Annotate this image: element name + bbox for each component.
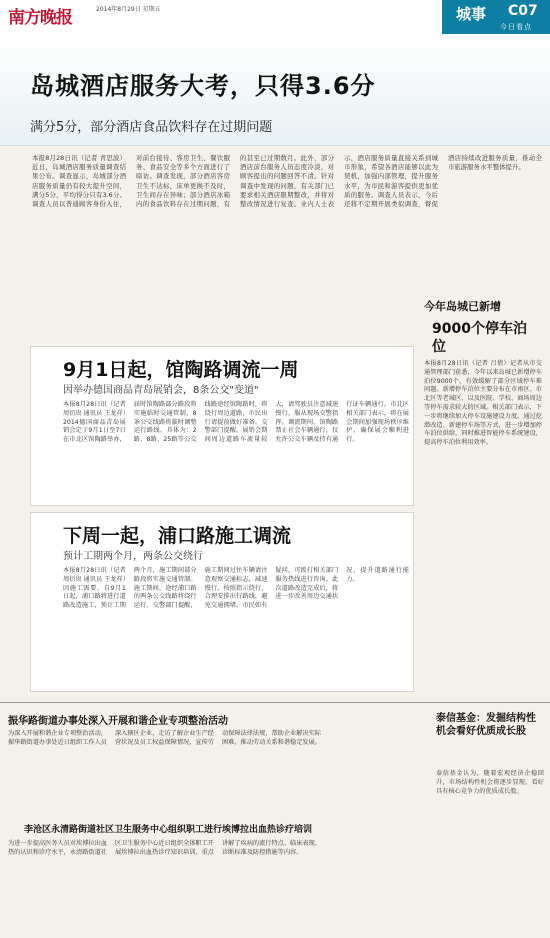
- section-block: [442, 0, 550, 34]
- article-body: 本报8月28日讯（记者 周衍贵 通讯员 王龙祥）2014德国商品青岛展销会定于9月1日至7日在市北区馆陶路举办，届时馆陶路部分路段将实施临时交通管制，8条公交线路将临时调整运行路线。具体为：2路、8路、25路等公交线路途经馆陶路时，将绕行周边道路，市民出行请提前做好准备。交警部门提醒，展销会期间周边道路车流量较大，请驾驶员注意减速慢行，服从现场交警指挥。调流期间，馆陶路禁止社会车辆通行，仅允许公交车辆及持有通行证车辆通行。市北区相关部门表示，将在展会期间加强现场秩序维护，确保展会顺利进行。: [63, 401, 409, 444]
- masthead: [0, 0, 550, 34]
- sidebar-headline: 9000个停车泊位: [432, 321, 527, 355]
- section-subtitle: 今日看点: [500, 23, 532, 31]
- section-name: 城事: [456, 5, 487, 23]
- page-code: C07: [508, 3, 538, 19]
- lead-article-body: 本报8月28日讯（记者 青思波）近日，岛城酒店服务质量调查结果公布。调查显示，岛城部分酒店服务质量仍有较大提升空间，满分5分，平均得分只有3.6分。调查人员以普通顾客身份入住，对前台接待、客房卫生、餐饮服务、食品安全等多个方面进行了暗访。调查发现，部分酒店客房卫生不达标，床单更换不及时，卫生间存在异味；部分酒店冰箱内的食品饮料存在过期问题，有的甚至已过期数月。此外，部分酒店前台服务人员态度冷淡，对顾客提出的问题回答不清。针对调查中发现的问题，有关部门已要求相关酒店限期整改，并将对整改情况进行复查。业内人士表示，酒店服务质量直接关系到城市形象，希望各酒店能够以此为契机，加强内部管理，提升服务水平，为市民和游客提供更加优质的服务。调查人员表示，今后还将不定期开展类似调查，督促酒店持续改进服务质量，推动全市旅游服务水平整体提升。: [32, 154, 542, 209]
- sidebar-kicker: 今年岛城已新增: [424, 300, 501, 313]
- article-card-traffic: [30, 346, 414, 506]
- bottom-headline-2: 李沧区永清路街道社区卫生服务中心组织职工进行埃博拉出血热诊疗培训: [24, 825, 313, 835]
- article-subtitle: 预计工期两个月，两条公交绕行: [63, 551, 203, 562]
- sidebar-body: 本报8月28日讯（记者 吕倩）记者从市交通管理部门获悉，今年以来岛城已新增停车泊位9000个，有效缓解了部分区域停车难问题。新增停车泊位主要分布在市南区、市北区等老城区，以及医院、学校、商场周边等停车需求较大的区域。相关部门表示，下一步将继续加大停车设施建设力度，通过挖潜改造、新建停车场等方式，进一步增加停车泊位供给，同时推进智能停车系统建设，提高停车泊位利用效率。: [424, 360, 542, 447]
- article-body: 本报8月28日讯（记者 周衍贵 通讯员 王龙祥）因施工需要，自9月1日起，浦口路将进行道路改造施工，预计工期两个月，施工期间部分路段将实施交通管制。施工期间，途经浦口路的两条公交线路将绕行运行。交警部门提醒，施工期间过往车辆请注意观察交通标志，减速慢行，按照指示绕行，合理安排出行路线，避免交通拥堵。市民如有疑问，可拨打相关部门服务热线进行咨询。此次道路改造完成后，将进一步改善周边交通状况，提升道路通行能力。: [63, 567, 409, 610]
- hero-banner: [0, 34, 550, 146]
- hero-subtitle: 满分5分，部分酒店食品饮料存在过期问题: [30, 120, 273, 135]
- dateline: 2014年8月29日 星期五: [96, 6, 161, 13]
- hero-title: 岛城酒店服务大考，只得3.6分: [30, 72, 376, 100]
- newspaper-logo: 南方晚报: [8, 8, 72, 28]
- bottom-divider: [0, 702, 550, 703]
- article-card-construction: [30, 512, 414, 692]
- article-title: 下周一起，浦口路施工调流: [63, 525, 292, 547]
- side-headline: 泰信基金：发掘结构性机会看好优质成长股: [436, 713, 536, 737]
- article-title: 9月1日起，馆陶路调流一周: [63, 359, 299, 381]
- bottom-headline-1: 振华路街道办事处深入开展和谐企业专项整治活动: [8, 716, 228, 727]
- bottom-body-1: 为深入开展和谐企业专项整治活动，振华路街道办事处近日组织工作人员深入辖区企业，走访了解企业生产经营状况及员工权益保障情况，宣传劳动保障法律法规，帮助企业解决实际困难，推动劳动关系和谐稳定发展。: [8, 730, 321, 746]
- article-subtitle: 因举办德国商品青岛展销会，8条公交"变道": [63, 385, 259, 396]
- bottom-body-2: 为进一步提高医务人员对埃博拉出血热的认识和诊疗水平，永清路街道社区卫生服务中心近日组织全体职工开展埃博拉出血热诊疗知识培训，重点讲解了疾病的流行特点、临床表现、诊断标准及防控措施等内容。: [8, 840, 321, 856]
- side-body: 泰信基金认为，随着宏观经济企稳回升，市场结构性机会将逐步显现，看好具有核心竞争力的优质成长股。: [436, 770, 544, 795]
